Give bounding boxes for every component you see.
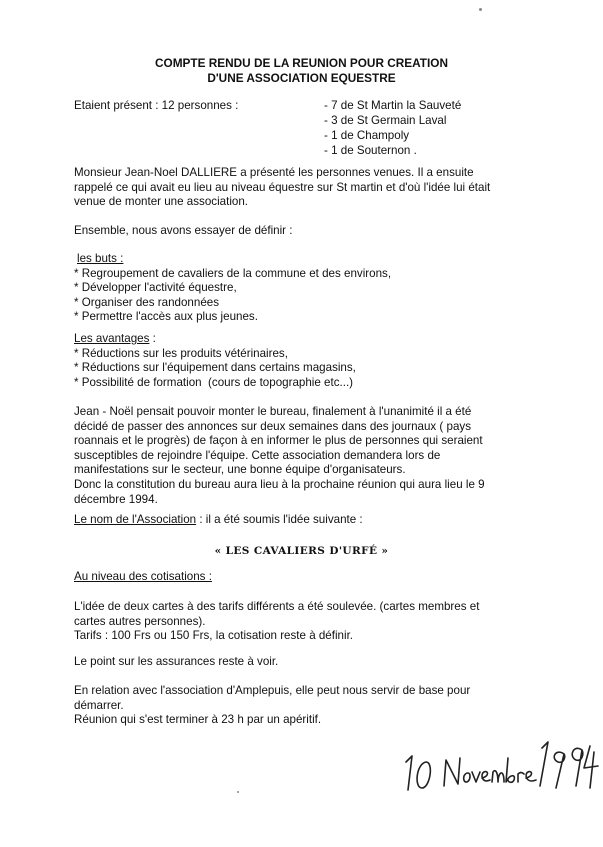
closing-line: Réunion qui s'est terminer à 23 h par un apéritif.	[74, 713, 322, 727]
proposed-association-name: « LES CAVALIERS D'URFÉ »	[214, 545, 389, 557]
bureau-line: décidé de passer des annonces sur deux semaines dans des journaux ( pays	[74, 419, 472, 433]
cotisations-heading: Au niveau des cotisations :	[74, 570, 212, 583]
insurance-text: Le point sur les assurances reste à voir.	[74, 655, 279, 668]
attendance-item: - 1 de Souternon .	[324, 144, 417, 157]
bureau-line: manifestations sur le secteur, une bonne équipe d'organisateurs.	[74, 463, 406, 477]
advantage-item: * Réductions sur l'équipement dans certains magasins,	[74, 361, 356, 375]
intro-line: rappelé ce qui avait eu lieu au niveau équestre sur St martin et d'où l'idée lui était	[74, 180, 491, 194]
association-name-heading: Le nom de l'Association	[74, 513, 197, 526]
attendance-item: - 1 de Champoly	[324, 129, 410, 142]
cotisations-line: cartes autres personnes).	[74, 614, 206, 628]
goal-item: * Permettre l'accès aux plus jeunes.	[74, 310, 258, 324]
closing-line: démarrer.	[74, 698, 124, 712]
cotisations-line: Tarifs : 100 Frs ou 150 Frs, la cotisation reste à définir.	[74, 629, 354, 643]
closing-paragraph	[74, 684, 534, 728]
ensemble-paragraph	[74, 224, 534, 239]
title-line-2: D'UNE ASSOCIATION EQUESTRE	[207, 71, 396, 85]
intro-line: venue de monter une association.	[74, 195, 249, 209]
association-name-section	[74, 513, 534, 528]
advantages-heading: Les avantages	[74, 332, 150, 345]
intro-line: Monsieur Jean-Noel DALLIERE a présenté les personnes venues. Il a ensuite	[74, 166, 474, 179]
bureau-line: décembre 1994.	[74, 492, 158, 506]
insurance-paragraph	[74, 655, 534, 670]
title-line-1: COMPTE RENDU DE LA REUNION POUR CREATION	[155, 56, 448, 70]
goal-item: * Développer l'activité équestre,	[74, 281, 237, 295]
ensemble-text: Ensemble, nous avons essayer de définir :	[74, 224, 293, 237]
cotisations-line: L'idée de deux cartes à des tarifs différents a été soulevée. (cartes membres et	[74, 600, 480, 613]
goal-item: * Regroupement de cavaliers de la commune et des environs,	[74, 266, 392, 280]
bureau-line: Donc la constitution du bureau aura lieu à la prochaine réunion qui aura lieu le 9	[74, 477, 485, 491]
advantages-heading-suffix: :	[149, 332, 156, 345]
goal-item: * Organiser des randonnées	[74, 295, 220, 309]
cotisations-text	[74, 600, 534, 644]
bureau-line: roannais et le progrès) de façon à en informer le plus de personnes qui seraient	[74, 434, 483, 448]
advantage-item: * Réductions sur les produits vétérinaires,	[74, 346, 288, 360]
attendance-item: - 7 de St Martin la Sauveté	[324, 99, 462, 112]
cotisations-section	[74, 570, 534, 585]
document-title	[0, 56, 603, 86]
association-name-text: : il a été soumis l'idée suivante :	[196, 513, 363, 526]
advantages-section	[74, 332, 534, 390]
scan-speck	[237, 791, 239, 793]
intro-paragraph	[74, 166, 534, 210]
bureau-paragraph	[74, 405, 534, 507]
bureau-line: Jean - Noël pensait pouvoir monter le bureau, finalement à l'unanimité il a été	[74, 405, 472, 418]
goals-heading: les buts :	[77, 252, 124, 265]
goals-section	[74, 252, 534, 325]
attendance-list	[324, 99, 461, 159]
handwritten-date	[400, 728, 600, 808]
closing-line: En relation avec l'association d'Amplepuis, elle peut nous servir de base pour	[74, 684, 471, 697]
scan-speck	[479, 8, 482, 11]
attendance-item: - 3 de St Germain Laval	[324, 114, 447, 127]
bureau-line: susceptibles de rejoindre l'équipe. Cette association demandera lors de	[74, 448, 441, 462]
attendance-section	[74, 99, 462, 157]
attendance-label: Etaient présent : 12 personnes :	[74, 99, 239, 112]
advantage-item: * Possibilité de formation (cours de topographie etc...)	[74, 375, 354, 389]
